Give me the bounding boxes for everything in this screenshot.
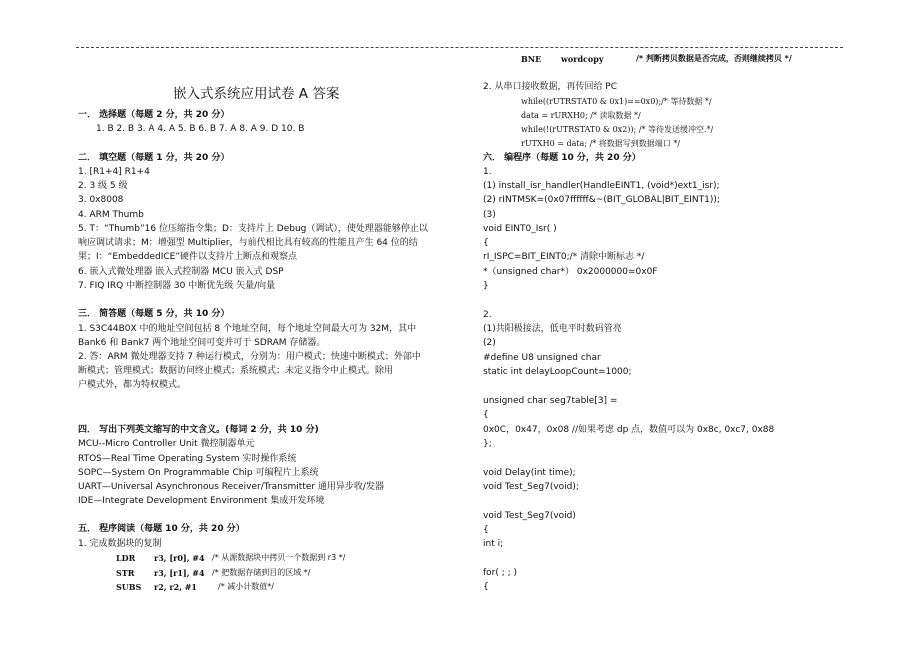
abbreviation-line: SOPC—System On Programmable Chip 可编程片上系统 — [78, 468, 319, 478]
section-heading-programming: 六． 编程序（每题 10 分，共 20 分） — [483, 153, 641, 163]
fill-line: 1. [R1+4] R1+4 — [78, 167, 150, 177]
asm-args: wordcopy — [561, 54, 604, 64]
asm-op: SUBS — [116, 582, 142, 592]
short-answer-line: Bank6 和 Bank7 两个地址空间可变并可于 SDRAM 存储器。 — [78, 338, 326, 348]
code-line: void EINT0_Isr( ) — [483, 224, 557, 234]
code-line: 0x0C，0x47，0x08 //如果考虑 dp 点，数值可以为 0x8c, 0xc7, 0x88 — [483, 425, 775, 435]
code-line: }; — [483, 439, 492, 449]
program-reading-item: 2. 从串口接收数据，再传回给 PC — [483, 82, 618, 92]
document-title: 嵌入式系统应用试卷 A 答案 — [173, 86, 340, 102]
asm-comment: /* 从源数据块中拷贝一个数据到 r3 */ — [212, 553, 346, 562]
code-line: (2) — [483, 338, 496, 348]
short-answer-line: 1. S3C44B0X 中的地址空间包括 8 个地址空间，每个地址空间最大可为 32M，其中 — [78, 324, 417, 334]
asm-args: r3, [r0], #4 — [154, 553, 205, 563]
asm-comment: /* 把数据存储到目的区域 */ — [212, 568, 311, 577]
code-line: rUTXH0 = data; /* 将数据写到数据端口 */ — [521, 139, 681, 148]
code-line: 2. — [483, 310, 492, 320]
code-line: { — [483, 525, 489, 535]
header-rule — [76, 47, 843, 48]
asm-op: STR — [116, 568, 135, 578]
choice-answers: 1. B 2. B 3. A 4. A 5. B 6. B 7. A 8. A 9. D 10. B — [96, 124, 305, 134]
abbreviation-line: MCU--Micro Controller Unit 微控制器单元 — [78, 439, 255, 449]
fill-line: 4. ARM Thumb — [78, 210, 144, 220]
code-line: int i; — [483, 539, 504, 549]
asm-comment: /* 减小计数值*/ — [218, 582, 274, 591]
code-line: { — [483, 238, 489, 248]
fill-line: 7. FIQ IRQ 中断控制器 30 中断优先级 矢量/向量 — [78, 281, 276, 291]
code-line: (3) — [483, 210, 496, 220]
code-line: { — [483, 410, 489, 420]
fill-line: 响应调试请求；M：增强型 Multiplier，与前代相比具有较高的性能且产生 64 位的结 — [78, 238, 418, 248]
code-line: void Test_Seg7(void); — [483, 482, 579, 492]
code-line: } — [483, 281, 489, 291]
section-heading-fill: 二． 填空题（每题 1 分，共 20 分） — [78, 153, 230, 163]
section-heading-program-reading: 五． 程序阅读（每题 10 分，共 20 分） — [78, 524, 245, 534]
short-answer-line: 户模式外，都为特权模式。 — [78, 380, 187, 390]
code-line: (1) install_isr_handler(HandleEINT1, (void*)ext1_isr); — [483, 181, 720, 191]
code-line: (2) rINTMSK=(0x07ffffff&~(BIT_GLOBAL|BIT_EINT1)); — [483, 195, 720, 205]
asm-op: LDR — [116, 553, 136, 563]
asm-comment: /* 判断拷贝数据是否完成，否则继续拷贝 */ — [636, 54, 792, 63]
code-line: 1. — [483, 167, 492, 177]
code-line: { — [483, 582, 489, 592]
code-line: while(!(rUTRSTAT0 & 0x2)); /* 等待发送缓冲空.*/ — [521, 125, 714, 134]
abbreviation-line: UART—Universal Asynchronous Receiver/Transmitter 通用异步收/发器 — [78, 482, 384, 492]
short-answer-line: 2. 答：ARM 微处理器支持 7 种运行模式，分别为：用户模式；快速中断模式；外部中 — [78, 352, 421, 362]
code-line: unsigned char seg7table[3] = — [483, 396, 618, 406]
fill-line: 3. 0x8008 — [78, 195, 124, 205]
program-reading-item: 1. 完成数据块的复制 — [78, 539, 162, 549]
section-heading-short-answer: 三． 简答题（每题 5 分，共 10 分） — [78, 309, 230, 319]
section-heading-choice: 一． 选择题（每题 2 分，共 20 分） — [78, 110, 230, 120]
code-line: rI_ISPC=BIT_EINT0;/* 清除中断标志 */ — [483, 252, 645, 262]
fill-line: 5. T：“Thumb”16 位压缩指令集；D：支持片上 Debug（调试），使处理器能够停止以 — [78, 224, 428, 234]
code-line: *（unsigned char*） 0x2000000=0x0F — [483, 267, 658, 277]
asm-op: BNE — [521, 54, 542, 64]
asm-args: r2, r2, #1 — [154, 582, 197, 592]
fill-line: 果；I：“EmbeddedICE”硬件以支持片上断点和观察点 — [78, 252, 297, 262]
abbreviation-line: RTOS—Real Time Operating System 实时操作系统 — [78, 454, 297, 464]
code-line: void Delay(int time); — [483, 468, 576, 478]
code-line: static int delayLoopCount=1000; — [483, 367, 632, 377]
code-line: void Test_Seg7(void) — [483, 511, 576, 521]
code-line: data = rURXH0; /* 读取数据 */ — [521, 111, 641, 120]
abbreviation-line: IDE—Integrate Development Environment 集成开发环境 — [78, 496, 325, 506]
code-line: for( ; ; ) — [483, 568, 518, 578]
section-heading-abbreviations: 四． 写出下列英文缩写的中文含义。(每词 2 分，共 10 分) — [78, 425, 319, 435]
fill-line: 2. 3 级 5 级 — [78, 181, 128, 191]
short-answer-line: 断模式；管理模式；数据访问终止模式；系统模式；未定义指令中止模式。除用 — [78, 366, 394, 376]
asm-args: r3, [r1], #4 — [154, 568, 205, 578]
code-line: #define U8 unsigned char — [483, 353, 601, 363]
fill-line: 6. 嵌入式微处理器 嵌入式控制器 MCU 嵌入式 DSP — [78, 267, 284, 277]
code-line: while((rUTRSTAT0 & 0x1)==0x0);/* 等待数据 */ — [521, 97, 712, 106]
code-line: (1)共阳极接法，低电平时数码管亮 — [483, 324, 622, 334]
